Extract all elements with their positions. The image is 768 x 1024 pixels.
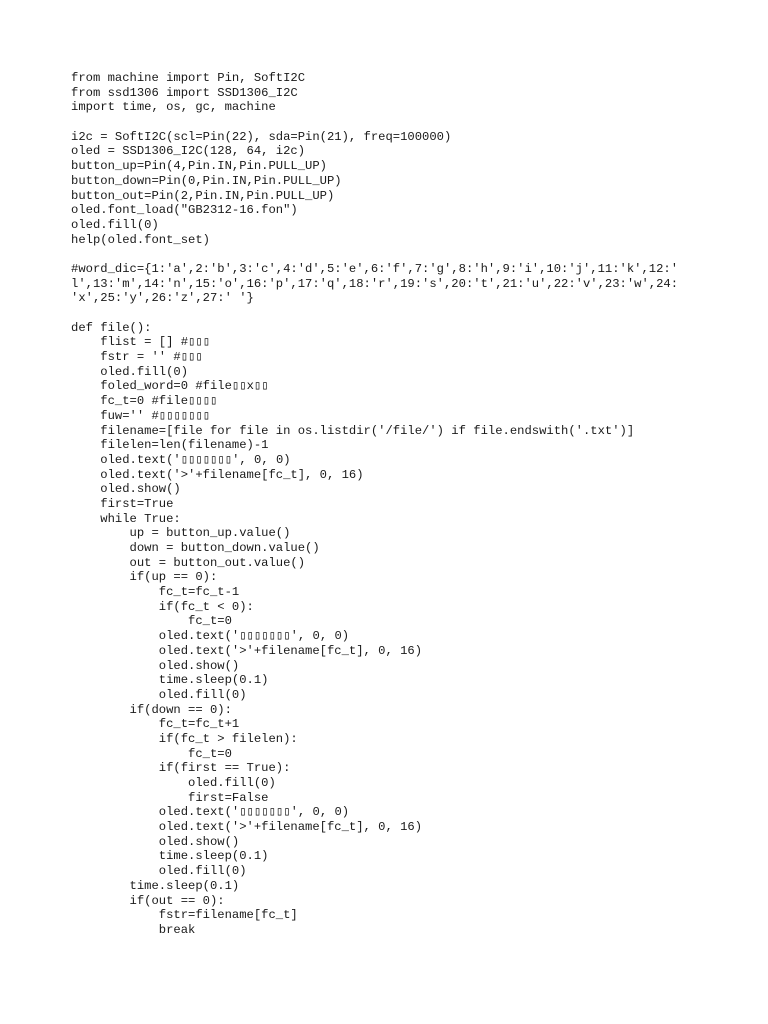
code-line: filelen=len(filename)-1	[71, 438, 269, 453]
code-line: def file():	[71, 320, 152, 335]
code-line: if(down == 0):	[71, 702, 232, 717]
code-line: from ssd1306 import SSD1306_I2C	[71, 85, 298, 100]
code-line: oled.fill(0)	[71, 217, 159, 232]
code-line: oled.fill(0)	[71, 687, 247, 702]
code-line: i2c = SoftI2C(scl=Pin(22), sda=Pin(21), freq=100000)	[71, 129, 452, 144]
code-line	[71, 306, 711, 321]
code-line: if(fc_t > filelen):	[71, 731, 298, 746]
code-line: oled.fill(0)	[71, 864, 247, 879]
code-line: oled.show()	[71, 834, 240, 849]
code-line: #word_dic={1:'a',2:'b',3:'c',4:'d',5:'e',6:'f',7:'g',8:'h',9:'i',10:'j',11:'k',12:'	[71, 261, 679, 276]
code-line: fc_t=0	[71, 614, 232, 629]
code-line: oled.show()	[71, 482, 181, 497]
code-line: filename=[file for file in os.listdir('/file/') if file.endswith('.txt')]	[71, 423, 635, 438]
code-line: oled.show()	[71, 658, 240, 673]
code-line: while True:	[71, 511, 181, 526]
code-line: time.sleep(0.1)	[71, 673, 269, 688]
code-line: button_down=Pin(0,Pin.IN,Pin.PULL_UP)	[71, 173, 342, 188]
code-listing	[71, 71, 711, 938]
code-line: if(first == True):	[71, 761, 291, 776]
code-line: fuw='' #▯▯▯▯▯▯▯	[71, 408, 211, 423]
code-line: oled.text('>'+filename[fc_t], 0, 16)	[71, 467, 364, 482]
code-line: oled.text('▯▯▯▯▯▯▯', 0, 0)	[71, 629, 350, 644]
code-line: fc_t=0	[71, 746, 232, 761]
code-line: flist = [] #▯▯▯	[71, 335, 211, 350]
code-line: import time, os, gc, machine	[71, 100, 276, 115]
code-line: l',13:'m',14:'n',15:'o',16:'p',17:'q',18:'r',19:'s',20:'t',21:'u',22:'v',23:'w',24:	[71, 276, 679, 291]
code-line: fstr=filename[fc_t]	[71, 908, 298, 923]
code-line: oled.fill(0)	[71, 776, 276, 790]
code-line	[71, 115, 711, 130]
code-line: fc_t=fc_t+1	[71, 717, 240, 732]
code-line: from machine import Pin, SoftI2C	[71, 71, 306, 85]
code-line: button_up=Pin(4,Pin.IN,Pin.PULL_UP)	[71, 159, 327, 174]
code-line: button_out=Pin(2,Pin.IN,Pin.PULL_UP)	[71, 188, 335, 203]
code-line: if(up == 0):	[71, 570, 218, 585]
code-line: 'x',25:'y',26:'z',27:' '}	[71, 291, 254, 306]
code-line	[71, 247, 711, 262]
code-line: first=True	[71, 496, 174, 511]
code-line: help(oled.font_set)	[71, 232, 210, 247]
code-line: if(fc_t < 0):	[71, 599, 254, 614]
code-line: if(out == 0):	[71, 893, 225, 908]
code-line: fc_t=0 #file▯▯▯▯	[71, 394, 218, 409]
code-line: oled.text('▯▯▯▯▯▯▯', 0, 0)	[71, 805, 350, 820]
code-line: break	[71, 922, 196, 937]
code-line: fc_t=fc_t-1	[71, 585, 240, 600]
code-line: fstr = '' #▯▯▯	[71, 350, 203, 365]
code-line: first=False	[71, 790, 269, 805]
code-line: oled.fill(0)	[71, 364, 189, 379]
code-line: down = button_down.value()	[71, 541, 320, 555]
code-line: out = button_out.value()	[71, 555, 306, 570]
code-line: oled.text('>'+filename[fc_t], 0, 16)	[71, 643, 423, 658]
code-line: foled_word=0 #file▯▯x▯▯	[71, 379, 269, 394]
code-line: oled.text('▯▯▯▯▯▯▯', 0, 0)	[71, 452, 291, 467]
code-line: time.sleep(0.1)	[71, 849, 269, 864]
code-line: oled = SSD1306_I2C(128, 64, i2c)	[71, 144, 306, 159]
code-line: oled.font_load("GB2312-16.fon")	[71, 203, 298, 218]
code-line: time.sleep(0.1)	[71, 878, 240, 893]
code-line: oled.text('>'+filename[fc_t], 0, 16)	[71, 820, 423, 835]
code-line: up = button_up.value()	[71, 526, 291, 541]
